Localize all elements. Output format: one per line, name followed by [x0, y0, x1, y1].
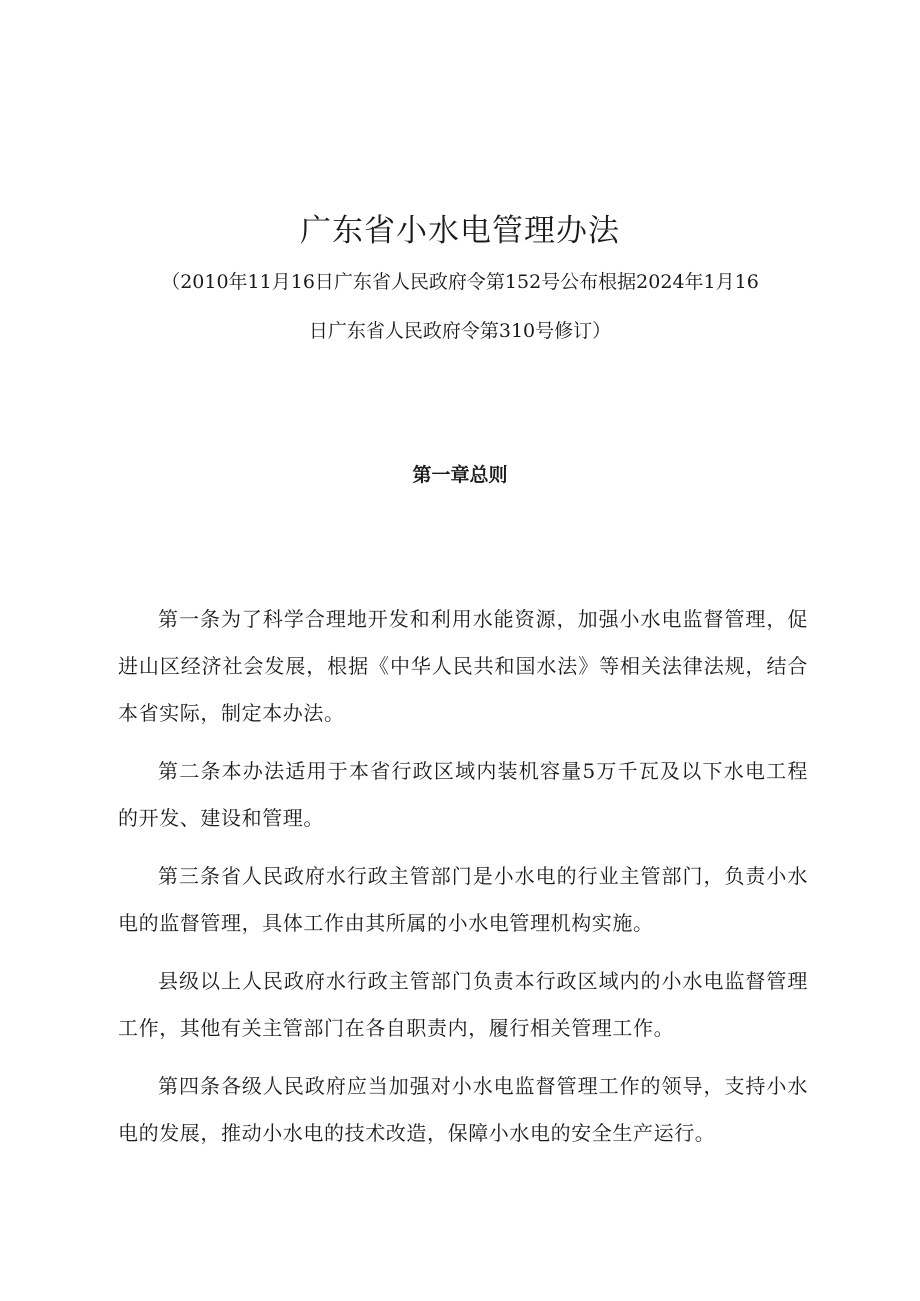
document-body — [118, 596, 808, 1168]
article-4-paragraph: 第四条各级人民政府应当加强对小水电监督管理工作的领导，支持小水电的发展，推动小水电的技术改造，保障小水电的安全生产运行。 — [118, 1074, 808, 1145]
document-subtitle-line-2: 日广东省人民政府令第310号修订） — [308, 320, 612, 342]
document-subtitle-line-1: （2010年11月16日广东省人民政府令第152号公布根据2024年1月16 — [161, 271, 759, 293]
chapter-heading: 第一章总则 — [412, 464, 508, 486]
article-3-paragraph: 第三条省人民政府水行政主管部门是小水电的行业主管部门，负责小水电的监督管理，具体工作由其所属的小水电管理机构实施。 — [118, 864, 808, 935]
article-3-paragraph-2: 县级以上人民政府水行政主管部门负责本行政区域内的小水电监督管理工作，其他有关主管部门在各自职责内，履行相关管理工作。 — [118, 969, 808, 1040]
article-1-paragraph: 第一条为了科学合理地开发和利用水能资源，加强小水电监督管理，促进山区经济社会发展，根据《中华人民共和国水法》等相关法律法规，结合本省实际，制定本办法。 — [118, 607, 808, 725]
document-title: 广东省小水电管理办法 — [300, 213, 620, 249]
article-2-paragraph: 第二条本办法适用于本省行政区域内装机容量5万千瓦及以下水电工程的开发、建设和管理。 — [118, 759, 808, 830]
